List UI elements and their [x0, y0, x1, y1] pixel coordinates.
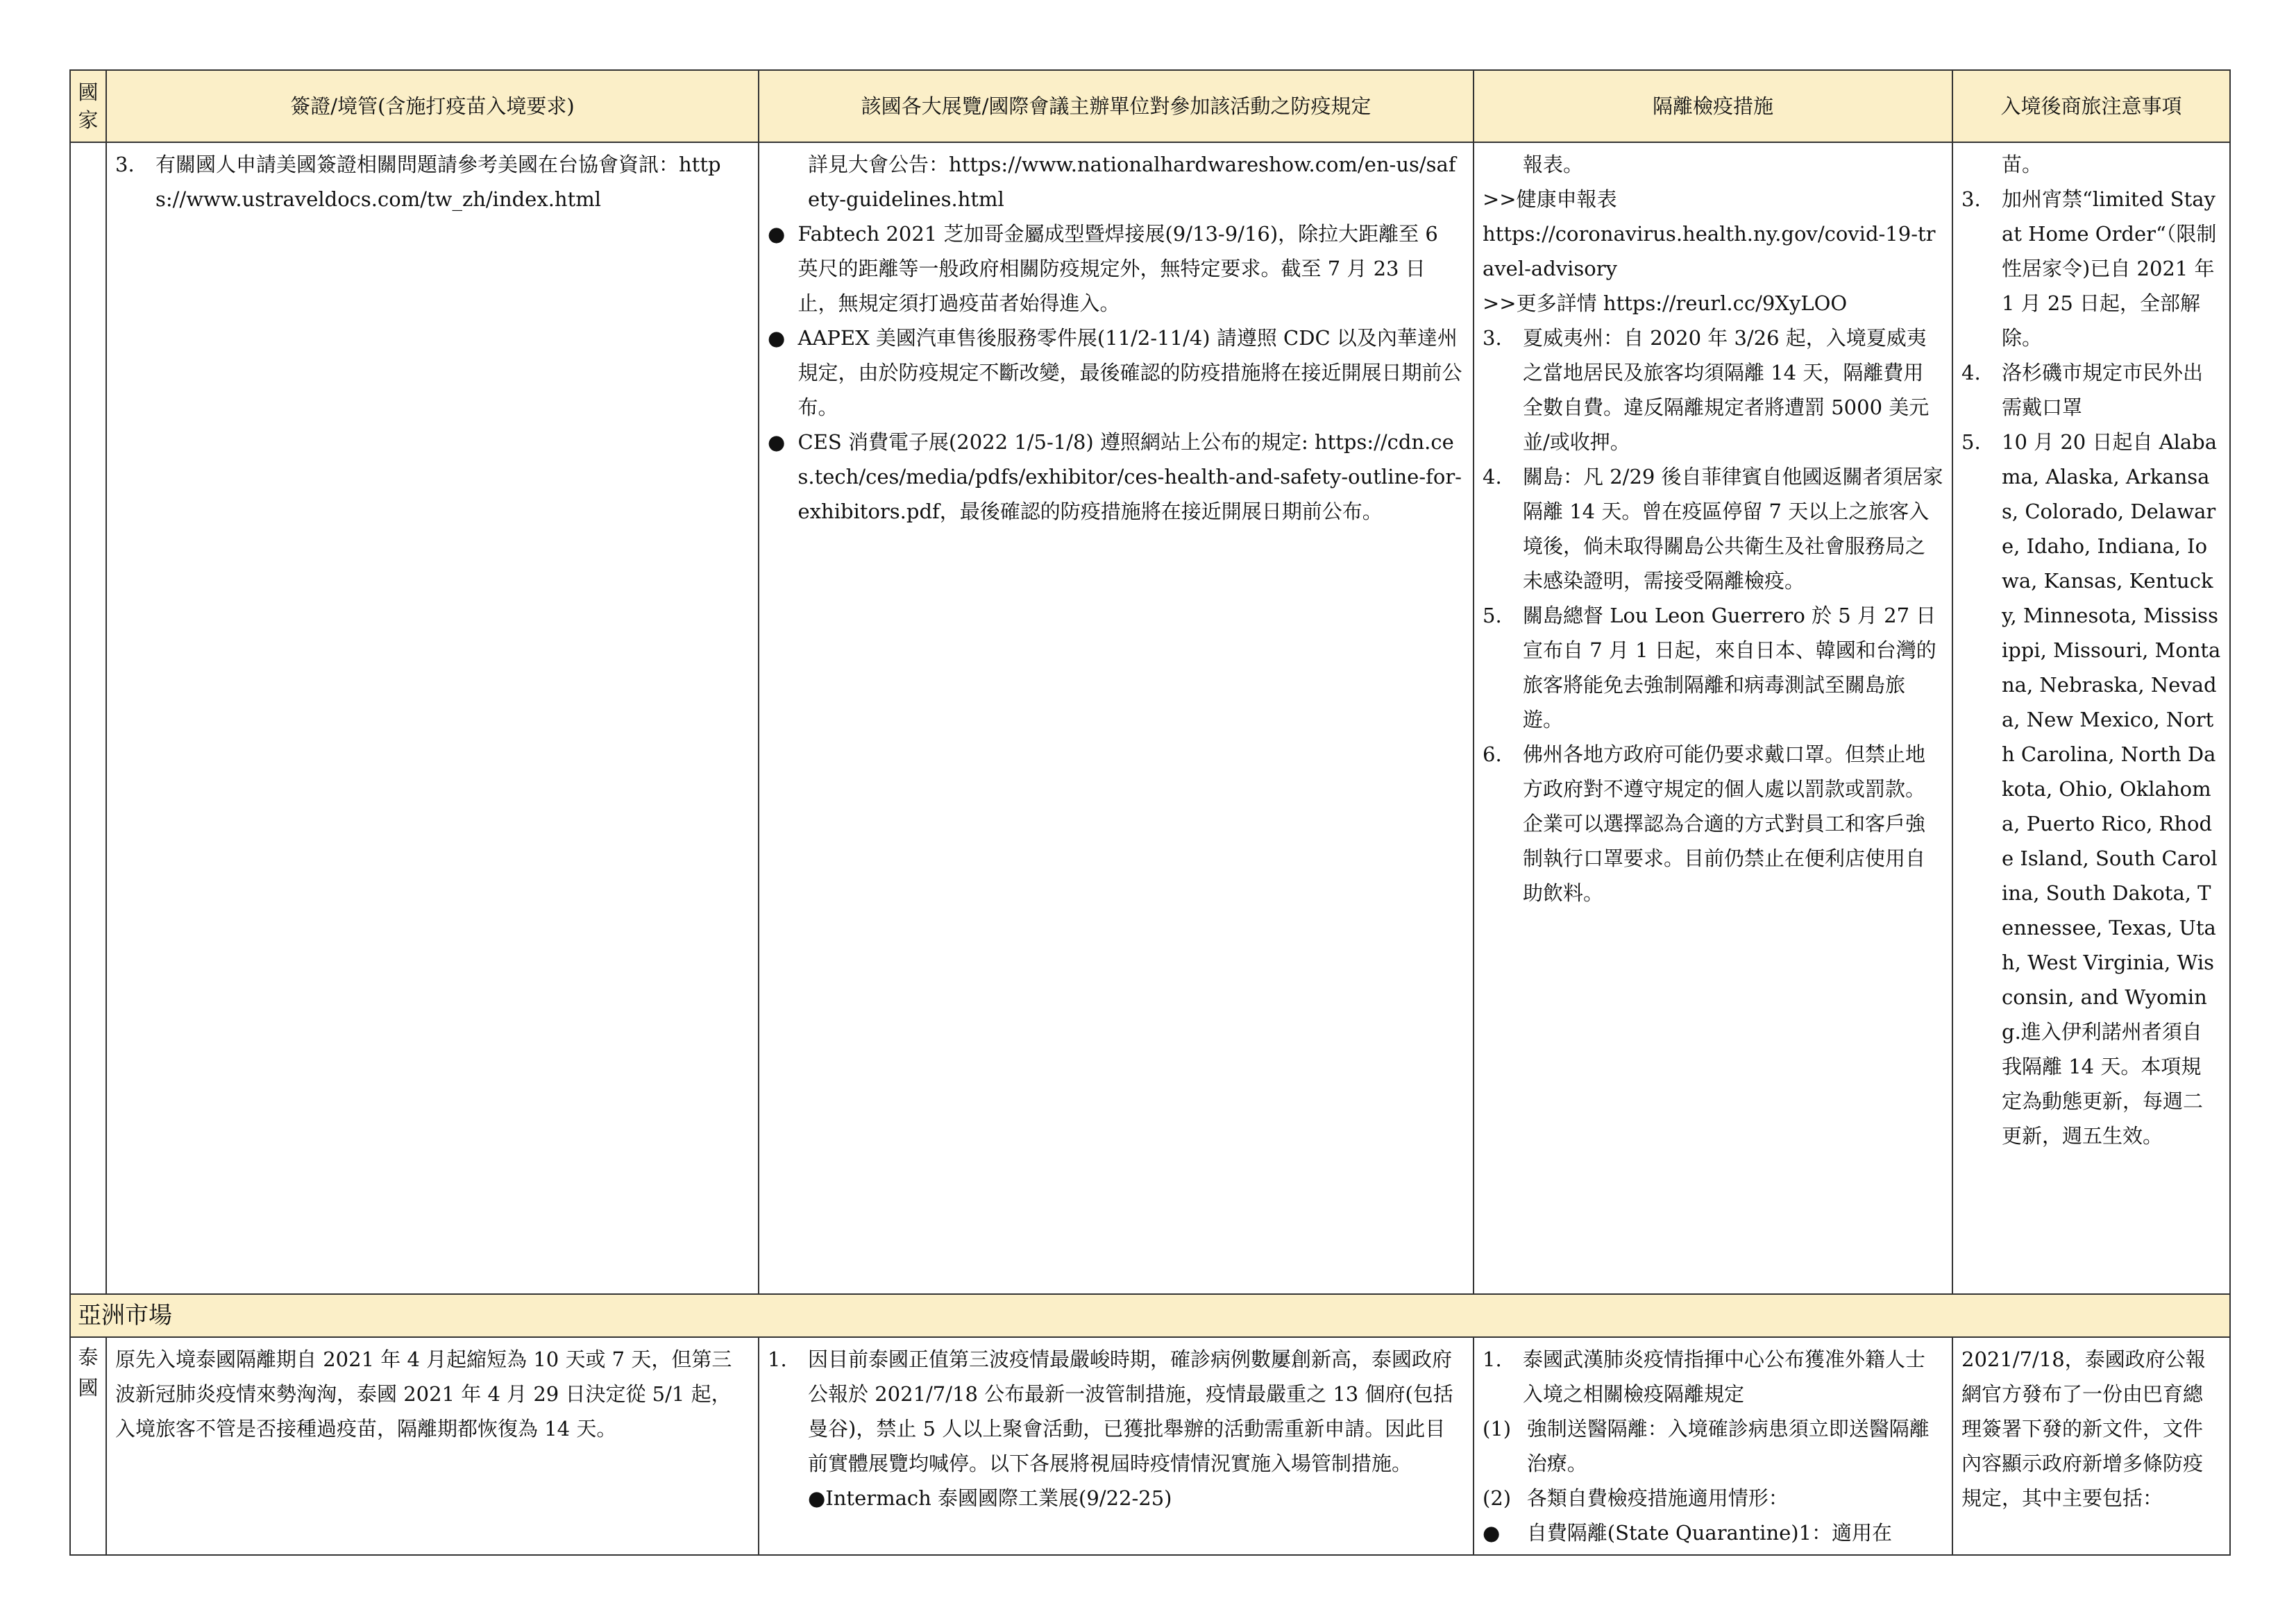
visa-item-3: 3. 有關國人申請美國簽證相關問題請參考美國在台協會資訊：https://www.ustraveldocs.com/tw_zh/index.html [115, 153, 721, 211]
header-visa: 簽證/境管(含施打疫苗入境要求) [106, 70, 759, 142]
header-exhibition: 該國各大展覽/國際會議主辦單位對參加該活動之防疫規定 [759, 70, 1474, 142]
thailand-notes-cell: 2021/7/18，泰國政府公報網官方發布了一份由巴育總理簽署下發的新文件，文件內容顯示政府新增多條防疫規定，其中主要包括： [1952, 1337, 2230, 1555]
thailand-quarantine-item-1: 1. 泰國武漢肺炎疫情指揮中心公布獲准外籍人士入境之相關檢疫隔離規定 [1483, 1348, 1926, 1406]
notes-item: 4. 洛杉磯市規定市民外出需戴口罩 [1961, 361, 2204, 419]
thailand-quarantine-bullet: ● 自費隔離(State Quarantine)1：適用在 [1483, 1521, 1893, 1545]
quarantine-item: 4. 關島：凡 2/29 後自菲律賓自他國返關者須居家隔離 14 天。曾在疫區停留 7 天以上之旅客入境後，倘未取得關島公共衛生及社會服務局之未感染證明，需接受隔離檢疫。 [1483, 465, 1943, 593]
usa-notes-cell [1952, 142, 2230, 1294]
thailand-country-cell: 泰國 [70, 1337, 106, 1555]
asia-section-title: 亞洲市場 [70, 1294, 2230, 1337]
thailand-row [70, 1337, 2230, 1555]
thailand-exhibition-bullet: ●Intermach 泰國國際工業展(9/22-25) [808, 1486, 1172, 1510]
health-form-url[interactable]: https://coronavirus.health.ny.gov/covid-19-travel-advisory [1483, 222, 1936, 280]
notes-item: 3. 加州宵禁“limited Stay at Home Order“（限制性居家令)已自 2021 年 1 月 25 日起，全部解除。 [1961, 187, 2217, 350]
exhibition-bullet: ● Fabtech 2021 芝加哥金屬成型暨焊接展(9/13-9/16)，除拉大距離至 6 英尺的距離等一般政府相關防疫規定外，無特定要求。截至 7 月 23 日止，無規定須打過疫苗者始得進入。 [768, 222, 1438, 315]
thailand-quarantine-sub-1: (1) 強制送醫隔離：入境確診病患須立即送醫隔離治療。 [1483, 1417, 1930, 1475]
usa-exhibition-cell [759, 142, 1474, 1294]
asia-section-row [70, 1294, 2230, 1337]
header-country: 國家 [70, 70, 106, 142]
thailand-exhibition-item-1: 1. 因目前泰國正值第三波疫情最嚴峻時期，確診病例數屢創新高，泰國政府公報於 2021/7/18 公布最新一波管制措施，疫情最嚴重之 13 個府(包括曼谷)，禁止 5 人以上聚會活動，已獲批舉辦的活動需重新申請。因此目前實體展覽均喊停。以下各展將視屆時疫情情況實施入場管制措施。 [768, 1348, 1453, 1475]
usa-country-cell [70, 142, 106, 1294]
header-quarantine: 隔離檢疫措施 [1474, 70, 1952, 142]
usa-quarantine-cell [1474, 142, 1952, 1294]
covid-regulation-table [69, 69, 2231, 1556]
notes-continuation: 苗。 [2002, 153, 2043, 176]
header-notes: 入境後商旅注意事項 [1952, 70, 2230, 142]
quarantine-item: 3. 夏威夷州：自 2020 年 3/26 起，入境夏威夷之當地居民及旅客均須隔離 14 天，隔離費用全數自費。違反隔離規定者將遭罰 5000 美元並/或收押。 [1483, 326, 1930, 454]
document-page [69, 69, 2229, 1556]
thailand-visa-cell: 原先入境泰國隔離期自 2021 年 4 月起縮短為 10 天或 7 天，但第三波新冠肺炎疫情來勢洶洶，泰國 2021 年 4 月 29 日決定從 5/1 起，入境旅客不管是否接種過疫苗，隔離期都恢復為 14 天。 [106, 1337, 759, 1555]
health-form-label: >>健康申報表 [1483, 187, 1617, 211]
quarantine-item: 5. 關島總督 Lou Leon Guerrero 於 5 月 27 日宣布自 7 月 1 日起，來自日本、韓國和台灣的旅客將能免去強制隔離和病毒測試至關島旅遊。 [1483, 604, 1936, 731]
thailand-quarantine-sub-2: (2) 各類自費檢疫措施適用情形： [1483, 1486, 1789, 1510]
more-info-link[interactable]: >>更多詳情 https://reurl.cc/9XyLOO [1483, 291, 1848, 315]
notes-item: 5. 10 月 20 日起自 Alabama, Alaska, Arkansas, Colorado, Delaware, Idaho, Indiana, Iowa, Kansas, Kentucky, Minnesota, Mississippi, Missouri, Montana, Nebraska, Nevada, New Mexico, North Carolina, North Dakota, Ohio, Oklahoma, Puerto Rico, Rhode Island, South Carolina, South Dakota, Tennessee, Texas, Utah, West Virginia, Wisconsin, and Wyoming.進入伊利諾州者須自我隔離 14 天。本項規定為動態更新，每週二更新，週五生效。 [1961, 430, 2221, 1148]
usa-row [70, 142, 2230, 1294]
usa-visa-cell [106, 142, 759, 1294]
thailand-exhibition-cell [759, 1337, 1474, 1555]
quarantine-continuation: 報表。 [1523, 153, 1584, 176]
quarantine-item: 6. 佛州各地方政府可能仍要求戴口罩。但禁止地方政府對不遵守規定的個人處以罰款或罰款。企業可以選擇認為合適的方式對員工和客戶強制執行口罩要求。目前仍禁止在便利店使用自助飲料。 [1483, 742, 1926, 905]
exhibition-bullet: ● AAPEX 美國汽車售後服務零件展(11/2-11/4) 請遵照 CDC 以及內華達州規定，由於防疫規定不斷改變，最後確認的防疫措施將在接近開展日期前公布。 [768, 326, 1462, 419]
thailand-quarantine-cell [1474, 1337, 1952, 1555]
header-row [70, 70, 2230, 142]
exhibition-intro: 詳見大會公告：https://www.nationalhardwareshow.com/en-us/safety-guidelines.html [808, 153, 1456, 211]
exhibition-bullet: ● CES 消費電子展(2022 1/5-1/8) 遵照網站上公布的規定: https://cdn.ces.tech/ces/media/pdfs/exhibitor/ces-health-and-safety-outline-for-exhibitors.pdf，最後確認的防疫措施將在接近開展日期前公布。 [768, 430, 1462, 523]
